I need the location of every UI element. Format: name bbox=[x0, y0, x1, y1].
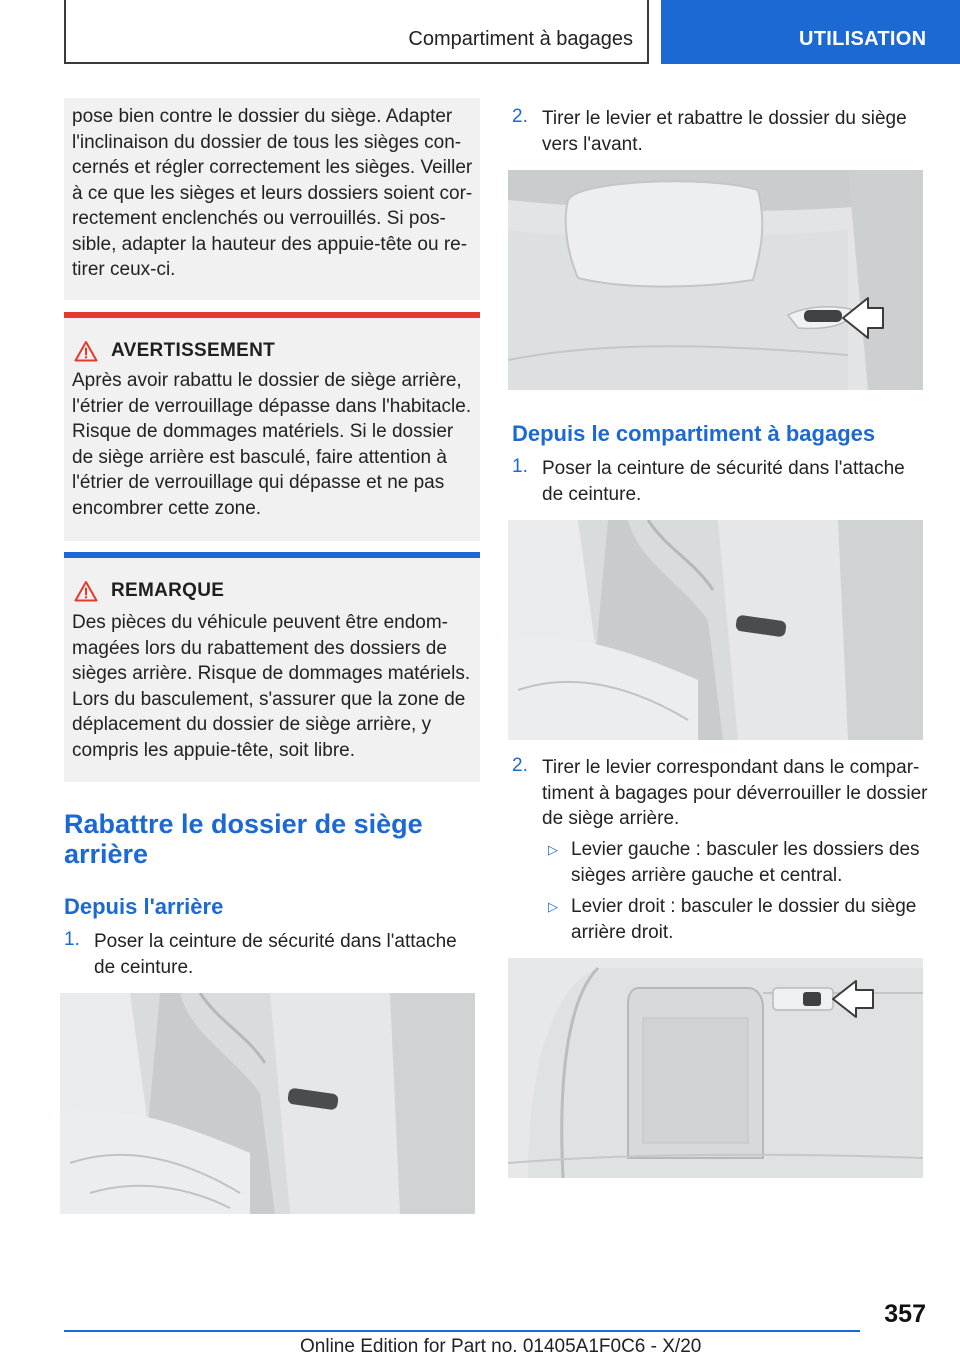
step-text bbox=[542, 106, 932, 157]
warning-title: AVERTISSEMENT bbox=[111, 340, 276, 361]
trunk-illustration bbox=[508, 958, 923, 1178]
step-number: 1. bbox=[64, 929, 80, 950]
bullet-marker-icon: ▷ bbox=[548, 842, 558, 857]
warning-text bbox=[72, 368, 482, 521]
intro-line: à ce que les sièges et leurs dossiers soient cor- bbox=[72, 182, 473, 204]
note-line: Lors du basculement, s'assurer que la zone de bbox=[72, 688, 466, 710]
photo-trunk-belt-holder bbox=[508, 520, 923, 740]
note-triangle-icon bbox=[74, 580, 98, 602]
header-chapter-box bbox=[661, 0, 960, 64]
note-text bbox=[72, 610, 482, 763]
bullet-text bbox=[571, 837, 931, 888]
footer-rule bbox=[64, 1330, 860, 1332]
bullet-line: sièges arrière gauche et central. bbox=[571, 864, 843, 886]
step-number: 1. bbox=[512, 456, 528, 477]
step-number: 2. bbox=[512, 755, 528, 776]
intro-line: sible, adapter la hauteur des appuie-tête ou re- bbox=[72, 233, 468, 255]
warning-line: l'étrier de verrouillage dépasse dans l'habitacle. bbox=[72, 395, 472, 417]
note-line: déplacement du dossier de siège arrière, y bbox=[72, 714, 432, 735]
headrest-illustration bbox=[508, 170, 923, 390]
note-line: sièges arrière. Risque de dommages matériels. bbox=[72, 663, 471, 684]
section-heading-line: arrière bbox=[64, 839, 149, 869]
section-heading bbox=[64, 809, 480, 869]
bullet-marker-icon: ▷ bbox=[548, 899, 558, 914]
intro-box bbox=[64, 98, 480, 300]
warning-triangle-icon bbox=[74, 340, 98, 362]
photo-rear-seat-belt-holder bbox=[60, 993, 475, 1214]
intro-line: l'inclinaison du dossier de tous les sièges con- bbox=[72, 131, 462, 153]
step-text bbox=[542, 456, 932, 507]
intro-line: pose bien contre le dossier du siège. Adapter bbox=[72, 106, 453, 127]
subheading-rear: Depuis l'arrière bbox=[64, 894, 224, 919]
header-section-box bbox=[64, 0, 649, 64]
warning-line: Risque de dommages matériels. Si le dossier bbox=[72, 421, 454, 442]
step-number: 2. bbox=[512, 106, 528, 127]
step-line: vers l'avant. bbox=[542, 133, 643, 155]
section-heading-line: Rabattre le dossier de siège bbox=[64, 809, 423, 839]
step-line: Poser la ceinture de sécurité dans l'attache bbox=[94, 931, 457, 952]
photo-seat-lever bbox=[508, 170, 923, 390]
seat-illustration bbox=[60, 993, 475, 1214]
note-box bbox=[64, 558, 480, 782]
photo-trunk-lever bbox=[508, 958, 923, 1178]
warning-line: encombrer cette zone. bbox=[72, 497, 262, 519]
note-line: magées lors du rabattement des dossiers de bbox=[72, 637, 447, 659]
header-chapter-title: UTILISATION bbox=[799, 28, 927, 50]
step-text bbox=[94, 929, 480, 980]
step-line: Tirer le levier et rabattre le dossier du siège bbox=[542, 108, 907, 129]
intro-text bbox=[72, 104, 482, 283]
step-line: de ceinture. bbox=[94, 956, 194, 978]
step-text bbox=[542, 755, 942, 832]
step-line: timent à bagages pour déverrouiller le dossier bbox=[542, 782, 928, 804]
intro-line: tirer ceux-ci. bbox=[72, 259, 176, 280]
header-section-title: Compartiment à bagages bbox=[408, 28, 633, 50]
note-title: REMARQUE bbox=[111, 580, 225, 601]
step-line: Poser la ceinture de sécurité dans l'attache bbox=[542, 458, 905, 479]
warning-line: l'étrier de verrouillage qui dépasse et ne pas bbox=[72, 472, 445, 493]
bullet-text bbox=[571, 894, 931, 945]
subheading-trunk: Depuis le compartiment à bagages bbox=[512, 421, 876, 446]
step-line: Tirer le levier correspondant dans le compar- bbox=[542, 757, 920, 778]
warning-box bbox=[64, 318, 480, 541]
step-line: de siège arrière. bbox=[542, 808, 680, 829]
warning-line: de siège arrière est basculé, faire attention à bbox=[72, 446, 447, 468]
note-line: Des pièces du véhicule peuvent être endom- bbox=[72, 612, 449, 633]
footer-edition: Online Edition for Part no. 01405A1F0C6 - X/20 bbox=[300, 1336, 702, 1357]
page-number: 357 bbox=[884, 1300, 926, 1328]
bullet-line: Levier gauche : basculer les dossiers des bbox=[571, 839, 920, 860]
warning-line: Après avoir rabattu le dossier de siège arrière, bbox=[72, 370, 462, 391]
seat-illustration bbox=[508, 520, 923, 740]
intro-line: rectement enclenchés ou verrouillés. Si pos- bbox=[72, 208, 446, 229]
bullet-line: arrière droit. bbox=[571, 921, 674, 943]
step-line: de ceinture. bbox=[542, 483, 642, 505]
note-line: compris les appuie-tête, soit libre. bbox=[72, 739, 356, 761]
intro-line: cernés et régler correctement les sièges. Veiller bbox=[72, 157, 473, 178]
bullet-line: Levier droit : basculer le dossier du siège bbox=[571, 896, 917, 917]
